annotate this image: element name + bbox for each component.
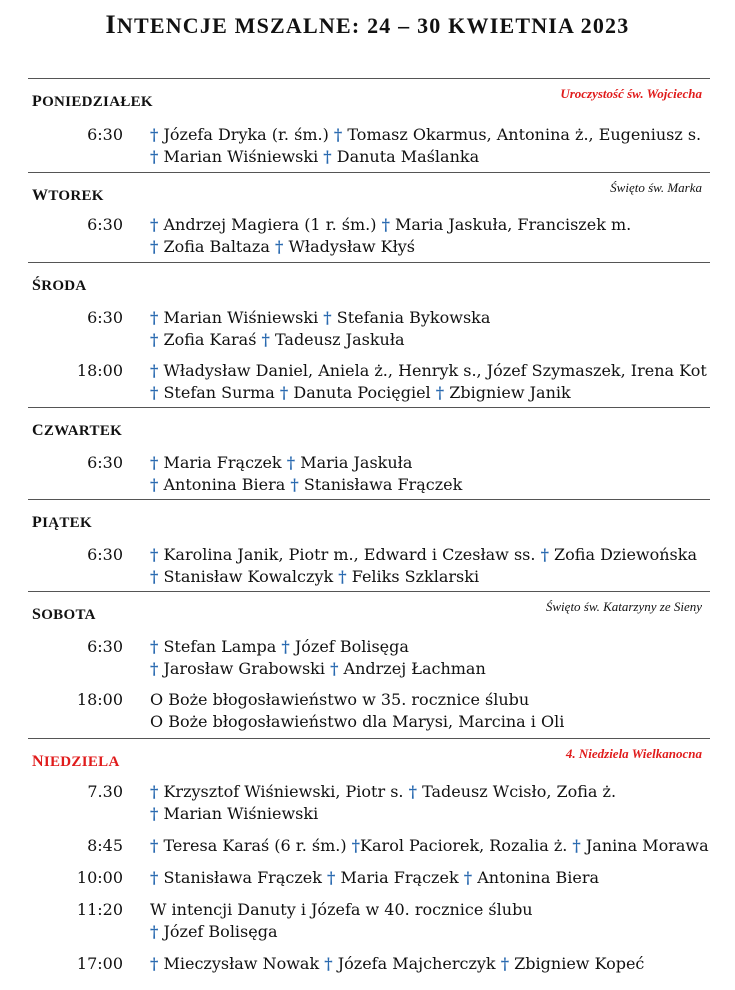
intention-text: Zbigniew Kopeć xyxy=(514,954,645,973)
intention-text: Karol Paciorek, Rozalia ż. xyxy=(360,836,568,855)
cross-icon: † xyxy=(150,383,159,402)
intention-line: O Boże błogosławieństwo w 35. rocznice ślubu xyxy=(150,690,530,709)
intention-line xyxy=(150,124,701,146)
day-name xyxy=(32,187,104,205)
cross-icon: † xyxy=(150,836,159,855)
intention-text: Zbigniew Janik xyxy=(449,383,571,402)
intention-line xyxy=(150,658,486,680)
intention-text: Stanisława Frączek xyxy=(163,868,322,887)
cross-icon: † xyxy=(150,567,159,586)
mass-time: 18:00 xyxy=(76,690,123,709)
intention-text: Karolina Janik, Piotr m., Edward i Czesław ss. xyxy=(163,545,536,564)
intention-text: Władysław Daniel, Aniela ż., Henryk s., Józef Szymaszek, Irena Kot xyxy=(163,361,707,380)
cross-icon: † xyxy=(150,308,159,327)
day-rest: ONIEDZIAŁEK xyxy=(42,94,153,110)
cross-icon: † xyxy=(324,954,333,973)
cross-icon: † xyxy=(540,545,549,564)
intention-text: Maria Jaskuła, Franciszek m. xyxy=(395,215,632,234)
intention-line xyxy=(150,146,479,168)
intention-line xyxy=(150,307,490,329)
day-monday xyxy=(28,78,710,173)
intention-text: Marian Wiśniewski xyxy=(163,147,319,166)
intention-text: Krzysztof Wiśniewski, Piotr s. xyxy=(163,782,404,801)
day-name xyxy=(32,514,92,532)
mass-time: 8:45 xyxy=(87,836,123,855)
cross-icon: † xyxy=(150,545,159,564)
day-cap: Ś xyxy=(32,277,42,294)
intention-text: Józefa Majcherczyk xyxy=(337,954,496,973)
day-name xyxy=(32,606,96,624)
mass-time: 6:30 xyxy=(87,215,123,234)
cross-icon: † xyxy=(150,954,159,973)
day-cap: W xyxy=(32,187,49,204)
day-sunday xyxy=(28,738,710,989)
title-cap: I xyxy=(105,10,117,39)
day-rest: IĄTEK xyxy=(42,515,92,531)
cross-icon: † xyxy=(333,125,343,144)
day-saturday xyxy=(28,591,710,739)
intention-text: Tomasz Okarmus, Antonina ż., Eugeniusz s. xyxy=(347,125,702,144)
day-name xyxy=(32,277,87,295)
cross-icon: † xyxy=(150,125,159,144)
intention-text: Danuta Pocięgiel xyxy=(293,383,431,402)
day-tuesday xyxy=(28,172,710,263)
day-name xyxy=(32,422,122,440)
day-cap: C xyxy=(32,422,44,439)
feast-label: Uroczystość św. Wojciecha xyxy=(560,86,702,101)
day-wednesday xyxy=(28,262,710,408)
intention-text: Stefan Surma xyxy=(163,383,275,402)
cross-icon: † xyxy=(323,147,332,166)
cross-icon: † xyxy=(150,147,159,166)
intention-text: Jarosław Grabowski xyxy=(163,659,325,678)
intention-line xyxy=(150,867,599,889)
cross-icon: † xyxy=(290,475,299,494)
intention-text: Władysław Kłyś xyxy=(288,237,415,256)
page-title xyxy=(0,10,735,40)
day-name xyxy=(32,93,153,111)
day-cap: P xyxy=(32,514,43,531)
intention-line xyxy=(150,236,415,258)
day-rest: RODA xyxy=(41,278,87,294)
cross-icon: † xyxy=(572,836,581,855)
cross-icon: † xyxy=(351,836,361,855)
cross-icon: † xyxy=(408,782,417,801)
intention-text: Józef Bolisęga xyxy=(163,922,278,941)
intention-text: Stefan Lampa xyxy=(163,637,277,656)
intention-text: Antonina Biera xyxy=(163,475,286,494)
cross-icon: † xyxy=(323,308,332,327)
cross-icon: † xyxy=(150,804,159,823)
intention-line xyxy=(150,329,405,351)
intention-text: Tadeusz Jaskuła xyxy=(274,330,405,349)
mass-time: 6:30 xyxy=(87,308,123,327)
cross-icon: † xyxy=(281,637,290,656)
day-rest: TOREK xyxy=(48,188,104,204)
intention-line xyxy=(150,953,644,975)
cross-icon: † xyxy=(150,637,159,656)
intention-text: Tadeusz Wcisło, Zofia ż. xyxy=(422,782,617,801)
cross-icon: † xyxy=(150,659,159,678)
day-rest: OBOTA xyxy=(41,607,96,623)
cross-icon: † xyxy=(150,782,159,801)
intention-text: Maria Jaskuła xyxy=(300,453,413,472)
mass-time: 17:00 xyxy=(76,954,123,973)
intention-line xyxy=(150,452,412,474)
intention-line xyxy=(150,566,479,588)
mass-time: 11:20 xyxy=(76,900,123,919)
intention-line xyxy=(150,636,409,658)
cross-icon: † xyxy=(435,383,445,402)
day-cap: N xyxy=(32,753,44,770)
feast-label: 4. Niedziela Wielkanocna xyxy=(565,746,702,761)
intention-text: Antonina Biera xyxy=(477,868,600,887)
day-name xyxy=(32,753,120,771)
cross-icon: † xyxy=(150,215,159,234)
cross-icon: † xyxy=(463,868,473,887)
intention-text: Teresa Karaś (6 r. śm.) xyxy=(163,836,347,855)
cross-icon: † xyxy=(150,453,159,472)
cross-icon: † xyxy=(150,330,159,349)
mass-time: 18:00 xyxy=(76,361,123,380)
day-rest: ZWARTEK xyxy=(43,423,123,439)
cross-icon: † xyxy=(274,237,284,256)
day-thursday xyxy=(28,407,710,500)
intention-text: Marian Wiśniewski xyxy=(163,308,319,327)
day-rest: IEDZIELA xyxy=(43,754,120,770)
intention-text: Janina Morawa xyxy=(585,836,709,855)
intention-line: O Boże błogosławieństwo dla Marysi, Marcina i Oli xyxy=(150,712,565,731)
intention-text: Józef Bolisęga xyxy=(294,637,409,656)
intention-text: Marian Wiśniewski xyxy=(163,804,319,823)
intention-text: Maria Frączek xyxy=(335,868,459,887)
intention-line xyxy=(150,544,697,566)
intention-line xyxy=(150,382,571,404)
intention-line xyxy=(150,835,709,857)
cross-icon: † xyxy=(150,868,159,887)
cross-icon: † xyxy=(150,475,159,494)
intention-line xyxy=(150,474,462,496)
intention-line xyxy=(150,360,707,382)
intention-text: Mieczysław Nowak xyxy=(163,954,320,973)
intention-text: Zofia Dziewońska xyxy=(554,545,697,564)
cross-icon: † xyxy=(338,567,347,586)
intention-text: Andrzej Łachman xyxy=(343,659,486,678)
cross-icon: † xyxy=(150,922,159,941)
mass-time: 6:30 xyxy=(87,545,123,564)
intention-line xyxy=(150,921,278,943)
cross-icon: † xyxy=(150,361,159,380)
intention-text: Danuta Maślanka xyxy=(336,147,480,166)
day-cap: S xyxy=(32,606,42,623)
mass-time: 6:30 xyxy=(87,637,123,656)
intention-text: Feliks Szklarski xyxy=(351,567,480,586)
intention-text: Józefa Dryka (r. śm.) xyxy=(163,125,329,144)
intention-text: Stanisława Frączek xyxy=(303,475,463,494)
cross-icon: † xyxy=(330,659,339,678)
day-cap: P xyxy=(32,93,43,110)
mass-time: 6:30 xyxy=(87,453,123,472)
intention-text: Zofia Karaś xyxy=(163,330,257,349)
title-rest: NTENCJE MSZALNE xyxy=(116,13,352,38)
cross-icon: † xyxy=(500,954,510,973)
cross-icon: † xyxy=(150,237,159,256)
intention-line xyxy=(150,803,318,825)
cross-icon: † xyxy=(261,330,270,349)
intention-text: Andrzej Magiera (1 r. śm.) xyxy=(163,215,377,234)
feast-label: Święto św. Marka xyxy=(610,180,702,195)
intention-text: Stanisław Kowalczyk xyxy=(163,567,334,586)
cross-icon: † xyxy=(381,215,390,234)
feast-label: Święto św. Katarzyny ze Sieny xyxy=(545,599,702,614)
intention-line: W intencji Danuty i Józefa w 40. rocznice ślubu xyxy=(150,900,533,919)
intention-line xyxy=(150,781,616,803)
cross-icon: † xyxy=(286,453,296,472)
cross-icon: † xyxy=(279,383,289,402)
intention-text: Maria Frączek xyxy=(163,453,282,472)
title-dates: : 24 – 30 KWIETNIA 2023 xyxy=(351,13,630,38)
intention-text: Zofia Baltaza xyxy=(163,237,270,256)
cross-icon: † xyxy=(327,868,336,887)
intention-line xyxy=(150,214,631,236)
mass-time: 7.30 xyxy=(87,782,123,801)
intention-text: Stefania Bykowska xyxy=(336,308,491,327)
day-friday xyxy=(28,499,710,592)
mass-time: 6:30 xyxy=(87,125,123,144)
mass-time: 10:00 xyxy=(76,868,123,887)
